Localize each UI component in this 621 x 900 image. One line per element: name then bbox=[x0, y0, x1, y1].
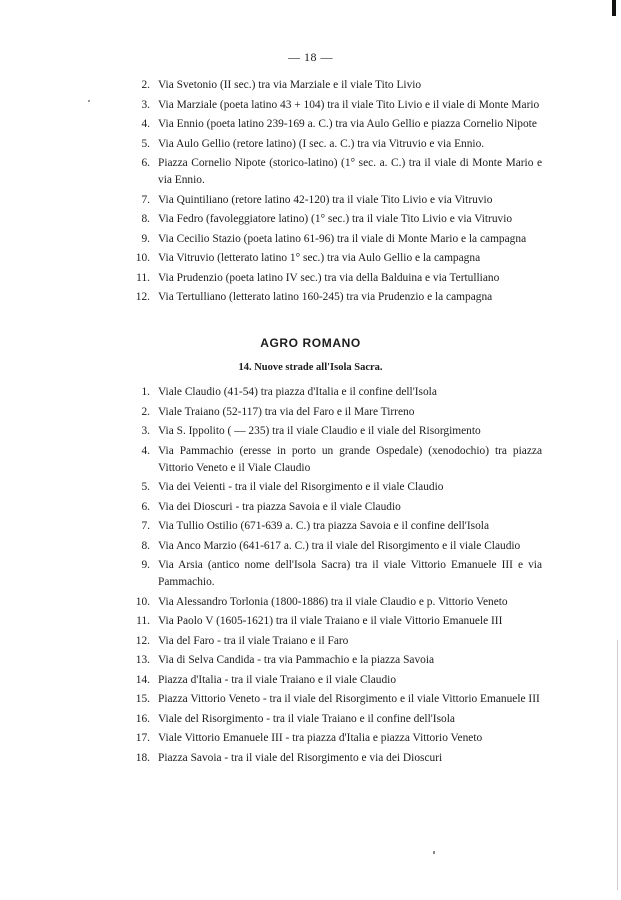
item-number: 18. bbox=[135, 751, 150, 764]
item-number: 8. bbox=[141, 539, 150, 552]
item-text: Via Fedro (favoleggiatore latino) (1° sec.) tra il viale Tito Livio e via Vitruvio bbox=[158, 213, 513, 226]
list-item bbox=[0, 594, 621, 611]
list-item bbox=[0, 384, 621, 401]
item-number: 3. bbox=[141, 98, 150, 111]
item-text: Via dei Veienti - tra il viale del Risorgimento e il viale Claudio bbox=[158, 481, 444, 494]
list-item bbox=[0, 231, 621, 248]
list-item bbox=[0, 250, 621, 267]
item-number: 9. bbox=[141, 232, 150, 245]
item-text: Via Vitruvio (letterato latino 1° sec.) tra via Aulo Gellio e la campagna bbox=[158, 252, 481, 265]
item-number: 17. bbox=[135, 732, 150, 745]
item-number: 10. bbox=[135, 595, 150, 608]
item-number: 2. bbox=[141, 79, 150, 91]
list-item bbox=[0, 479, 621, 496]
list-item bbox=[0, 423, 621, 440]
page-number: — 18 — bbox=[288, 50, 333, 64]
list-item bbox=[0, 404, 621, 421]
item-text: Via Aulo Gellio (retore latino) (I sec. a. C.) tra via Vitruvio e via Ennio. bbox=[158, 137, 485, 150]
item-number: 15. bbox=[135, 693, 150, 706]
item-number: 6. bbox=[141, 157, 150, 169]
street-list-isola-sacra bbox=[0, 384, 621, 769]
list-item bbox=[0, 443, 621, 477]
list-item bbox=[0, 136, 621, 153]
item-number: 9. bbox=[141, 559, 150, 572]
item-number: 12. bbox=[135, 291, 150, 304]
list-item bbox=[0, 750, 621, 767]
item-text: Via Svetonio (II sec.) tra via Marziale e il viale Tito Livio bbox=[158, 79, 422, 91]
item-number: 14. bbox=[135, 673, 150, 686]
list-item bbox=[0, 270, 621, 287]
item-number: 12. bbox=[135, 634, 150, 647]
item-number: 16. bbox=[135, 712, 150, 725]
item-number: 11. bbox=[136, 271, 150, 284]
list-item bbox=[0, 730, 621, 747]
item-number: 7. bbox=[141, 193, 150, 206]
item-text: Via Cecilio Stazio (poeta latino 61-96) tra il viale di Monte Mario e la campagna bbox=[158, 232, 527, 245]
item-text: Via Ennio (poeta latino 239-169 a. C.) tra via Aulo Gellio e piazza Cornelio Nipote bbox=[158, 118, 537, 130]
item-text: Via del Faro - tra il viale Traiano e il Faro bbox=[158, 634, 349, 647]
item-text: Via Marziale (poeta latino 43 + 104) tra il viale Tito Livio e il viale di Monte Mario bbox=[158, 98, 540, 111]
list-item bbox=[0, 672, 621, 689]
item-text: Via Tertulliano (letterato latino 160-245) tra via Prudenzio e la campagna bbox=[158, 291, 493, 304]
list-item bbox=[0, 289, 621, 306]
item-text: Via Arsia (antico nome dell'Isola Sacra) tra il viale Vittorio Emanuele III e via Pammachio. bbox=[158, 559, 542, 589]
item-text: Piazza d'Italia - tra il viale Traiano e il viale Claudio bbox=[158, 673, 397, 686]
item-text: Via Pammachio (eresse in porto un grande Ospedale) (xenodochio) tra piazza Vittorio Veneto e il Viale Claudio bbox=[158, 444, 542, 474]
item-number: 3. bbox=[141, 425, 150, 437]
item-text: Piazza Cornelio Nipote (storico-latino) (1° sec. a. C.) tra il viale di Monte Mario e via Ennio. bbox=[158, 157, 542, 187]
item-number: 13. bbox=[135, 654, 150, 667]
item-text: Via Quintiliano (retore latino 42-120) tra il viale Tito Livio e via Vitruvio bbox=[158, 193, 493, 206]
item-text: Via Prudenzio (poeta latino IV sec.) tra via della Balduina e via Tertulliano bbox=[158, 271, 500, 284]
street-list-continued bbox=[0, 77, 621, 309]
list-item bbox=[0, 116, 621, 133]
item-text: Piazza Savoia - tra il viale del Risorgimento e via dei Dioscuri bbox=[158, 751, 443, 764]
item-text: Viale Traiano (52-117) tra via del Faro e il Mare Tirreno bbox=[158, 405, 415, 418]
scan-speck bbox=[433, 851, 435, 854]
list-item bbox=[0, 155, 621, 189]
list-item bbox=[0, 633, 621, 650]
list-item bbox=[0, 613, 621, 630]
item-number: 5. bbox=[141, 137, 150, 150]
item-text: Via Tullio Ostilio (671-639 a. C.) tra piazza Savoia e il confine dell'Isola bbox=[158, 520, 489, 533]
item-text: Via Anco Marzio (641-617 a. C.) tra il viale del Risorgimento e il viale Claudio bbox=[158, 539, 521, 552]
item-text: Via Paolo V (1605-1621) tra il viale Traiano e il viale Vittorio Emanuele III bbox=[158, 615, 503, 628]
item-text: Viale Vittorio Emanuele III - tra piazza d'Italia e piazza Vittorio Veneto bbox=[158, 732, 483, 745]
item-number: 5. bbox=[141, 481, 150, 494]
list-item bbox=[0, 557, 621, 591]
item-text: Viale del Risorgimento - tra il viale Traiano e il confine dell'Isola bbox=[158, 712, 455, 725]
list-item bbox=[0, 499, 621, 516]
item-text: Piazza Vittorio Veneto - tra il viale del Risorgimento e il viale Vittorio Emanuele III bbox=[158, 693, 540, 706]
item-text: Via Alessandro Torlonia (1800-1886) tra il viale Claudio e p. Vittorio Veneto bbox=[158, 595, 508, 608]
item-text: Viale Claudio (41-54) tra piazza d'Italia e il confine dell'Isola bbox=[158, 386, 437, 398]
list-item bbox=[0, 97, 621, 114]
list-item bbox=[0, 518, 621, 535]
list-item bbox=[0, 192, 621, 209]
item-number: 6. bbox=[141, 500, 150, 513]
scan-corner-mark bbox=[612, 0, 616, 16]
item-number: 1. bbox=[141, 386, 150, 398]
item-number: 10. bbox=[135, 252, 150, 265]
item-text: Via dei Dioscuri - tra piazza Savoia e il viale Claudio bbox=[158, 500, 401, 513]
list-item bbox=[0, 691, 621, 708]
list-item bbox=[0, 538, 621, 555]
item-text: Via S. Ippolito ( — 235) tra il viale Claudio e il viale del Risorgimento bbox=[158, 425, 481, 437]
subsection-title: 14. Nuove strade all'Isola Sacra. bbox=[238, 362, 383, 373]
item-number: 7. bbox=[141, 520, 150, 533]
item-text: Via di Selva Candida - tra via Pammachio e la piazza Savoia bbox=[158, 654, 435, 667]
list-item bbox=[0, 711, 621, 728]
item-number: 8. bbox=[141, 213, 150, 226]
item-number: 4. bbox=[141, 444, 150, 457]
item-number: 2. bbox=[141, 405, 150, 418]
list-item bbox=[0, 652, 621, 669]
item-number: 4. bbox=[141, 118, 150, 130]
section-title: AGRO ROMANO bbox=[260, 336, 361, 350]
list-item bbox=[0, 77, 621, 94]
item-number: 11. bbox=[136, 615, 150, 628]
list-item bbox=[0, 211, 621, 228]
